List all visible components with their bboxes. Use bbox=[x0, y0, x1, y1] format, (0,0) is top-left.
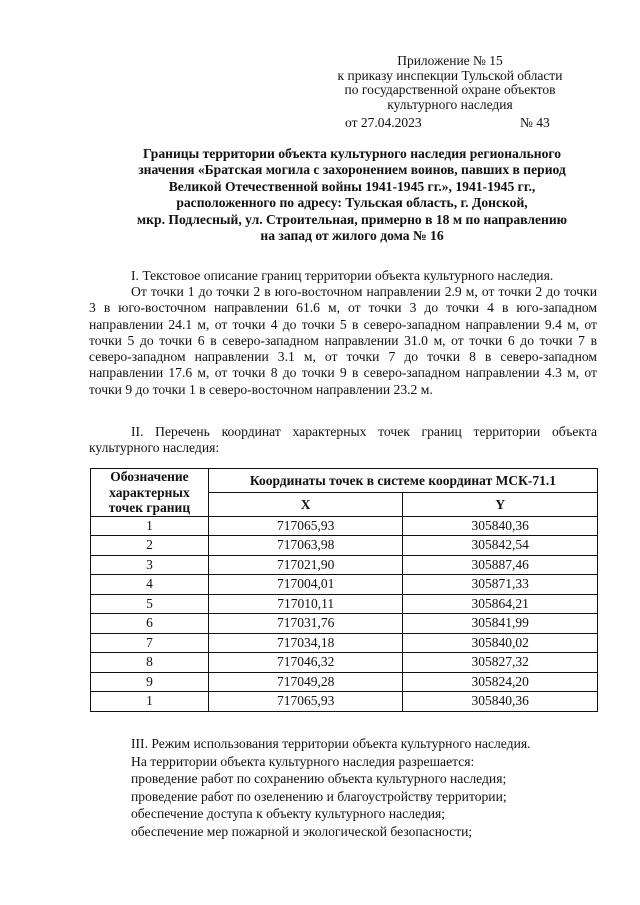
coordinates-table bbox=[90, 468, 598, 712]
title-line: Границы территории объекта культурного наследия регионального bbox=[142, 146, 562, 161]
y-coordinate-cell: 305887,46 bbox=[403, 555, 598, 575]
section-2-heading-text: II. Перечень координат характерных точек границ территории объекта культурного наследия: bbox=[89, 424, 597, 456]
allowed-item: обеспечение доступа к объекту культурного наследия; bbox=[131, 806, 446, 822]
title-line: расположенного по адресу: Тульская область, г. Донской, bbox=[176, 195, 528, 211]
table-row bbox=[91, 614, 598, 634]
point-number-cell: 7 bbox=[91, 633, 209, 653]
section-1-heading bbox=[89, 268, 597, 284]
table-row bbox=[91, 594, 598, 614]
coordinates-system-header: Координаты точек в системе координат МСК-71.1 bbox=[208, 469, 597, 493]
x-coordinate-cell: 717049,28 bbox=[208, 672, 403, 692]
x-coordinate-cell: 717004,01 bbox=[208, 575, 403, 595]
order-date: от 27.04.2023 bbox=[345, 115, 422, 130]
points-column-header: Обозначение характерных точек границ bbox=[91, 469, 209, 517]
title-line: мкр. Подлесный, ул. Строительная, примерно в 18 м по направлению bbox=[136, 211, 568, 227]
title-line: значения «Братская могила с захоронением воинов, павших в период bbox=[138, 162, 566, 178]
table-row bbox=[91, 653, 598, 673]
x-coordinate-cell: 717063,98 bbox=[208, 536, 403, 556]
section-3-heading: III. Режим использования территории объекта культурного наследия. bbox=[131, 736, 531, 751]
point-number-cell: 6 bbox=[91, 614, 209, 634]
appendix-order-ref: к приказу инспекции Тульской области bbox=[337, 67, 563, 83]
title-line: на запад от жилого дома № 16 bbox=[260, 228, 444, 244]
x-coordinate-cell: 717065,93 bbox=[208, 692, 403, 712]
point-number-cell: 1 bbox=[91, 692, 209, 712]
y-coordinate-cell: 305842,54 bbox=[403, 536, 598, 556]
y-coordinate-cell: 305841,99 bbox=[403, 614, 598, 634]
appendix-header bbox=[300, 54, 600, 112]
appendix-authority: по государственной охране объектов bbox=[344, 82, 556, 97]
title-line: Великой Отечественной войны 1941-1945 гг.», 1941-1945 гг., bbox=[168, 178, 536, 194]
point-number-cell: 1 bbox=[91, 516, 209, 536]
order-number: № 43 bbox=[520, 115, 550, 130]
section-1-heading-text: I. Текстовое описание границ территории объекта культурного наследия. bbox=[131, 268, 554, 283]
y-coordinate-cell: 305840,36 bbox=[403, 516, 598, 536]
x-coordinate-cell: 717021,90 bbox=[208, 555, 403, 575]
allowed-item: проведение работ по сохранению объекта культурного наследия; bbox=[131, 771, 507, 787]
x-coordinate-cell: 717034,18 bbox=[208, 633, 403, 653]
x-coordinate-cell: 717065,93 bbox=[208, 516, 403, 536]
coordinates-table-body bbox=[91, 516, 598, 711]
table-row bbox=[91, 672, 598, 692]
point-number-cell: 8 bbox=[91, 653, 209, 673]
table-row bbox=[91, 575, 598, 595]
table-row bbox=[91, 536, 598, 556]
section-3 bbox=[131, 735, 601, 841]
appendix-number: Приложение № 15 bbox=[397, 53, 503, 68]
allowed-item: проведение работ по озеленению и благоустройству территории; bbox=[131, 788, 507, 804]
y-column-header: Y bbox=[403, 492, 598, 516]
y-coordinate-cell: 305840,36 bbox=[403, 692, 598, 712]
table-row bbox=[91, 555, 598, 575]
x-coordinate-cell: 717010,11 bbox=[208, 594, 403, 614]
section-1-text: От точки 1 до точки 2 в юго-восточном направлении 2.9 м, от точки 2 до точки 3 в юго-восточном направлении 61.6 м, от точки 3 до точки 4 в юго-западном направлении 24.1 м, от точки 4 до точки 5 в северо-западном направлении 9.4 м, от точки 5 до точки 6 в северо-западном направлении 31.0 м, от точки 6 до точки 7 в северо-западном направлении 3.1 м, от точки 7 до точки 8 в северо-западном направлении 17.6 м, от точки 8 до точки 9 в северо-западном направлении 4.3 м, от точки 9 до точки 1 в северо-восточном направлении 23.2 м. bbox=[89, 284, 597, 397]
y-coordinate-cell: 305840,02 bbox=[403, 633, 598, 653]
y-coordinate-cell: 305871,33 bbox=[403, 575, 598, 595]
y-coordinate-cell: 305864,21 bbox=[403, 594, 598, 614]
table-row bbox=[91, 516, 598, 536]
x-coordinate-cell: 717046,32 bbox=[208, 653, 403, 673]
point-number-cell: 3 bbox=[91, 555, 209, 575]
section-2-heading bbox=[89, 424, 597, 457]
x-coordinate-cell: 717031,76 bbox=[208, 614, 403, 634]
section-3-intro: На территории объекта культурного наследия разрешается: bbox=[131, 753, 475, 769]
allowed-item: обеспечение мер пожарной и экологической безопасности; bbox=[131, 823, 473, 839]
section-1-paragraph bbox=[89, 284, 597, 398]
y-coordinate-cell: 305827,32 bbox=[403, 653, 598, 673]
y-coordinate-cell: 305824,20 bbox=[403, 672, 598, 692]
table-row bbox=[91, 633, 598, 653]
point-number-cell: 9 bbox=[91, 672, 209, 692]
point-number-cell: 2 bbox=[91, 536, 209, 556]
point-number-cell: 4 bbox=[91, 575, 209, 595]
x-column-header: X bbox=[208, 492, 403, 516]
document-title bbox=[72, 146, 632, 244]
appendix-subject: культурного наследия bbox=[387, 96, 513, 112]
table-row bbox=[91, 692, 598, 712]
point-number-cell: 5 bbox=[91, 594, 209, 614]
